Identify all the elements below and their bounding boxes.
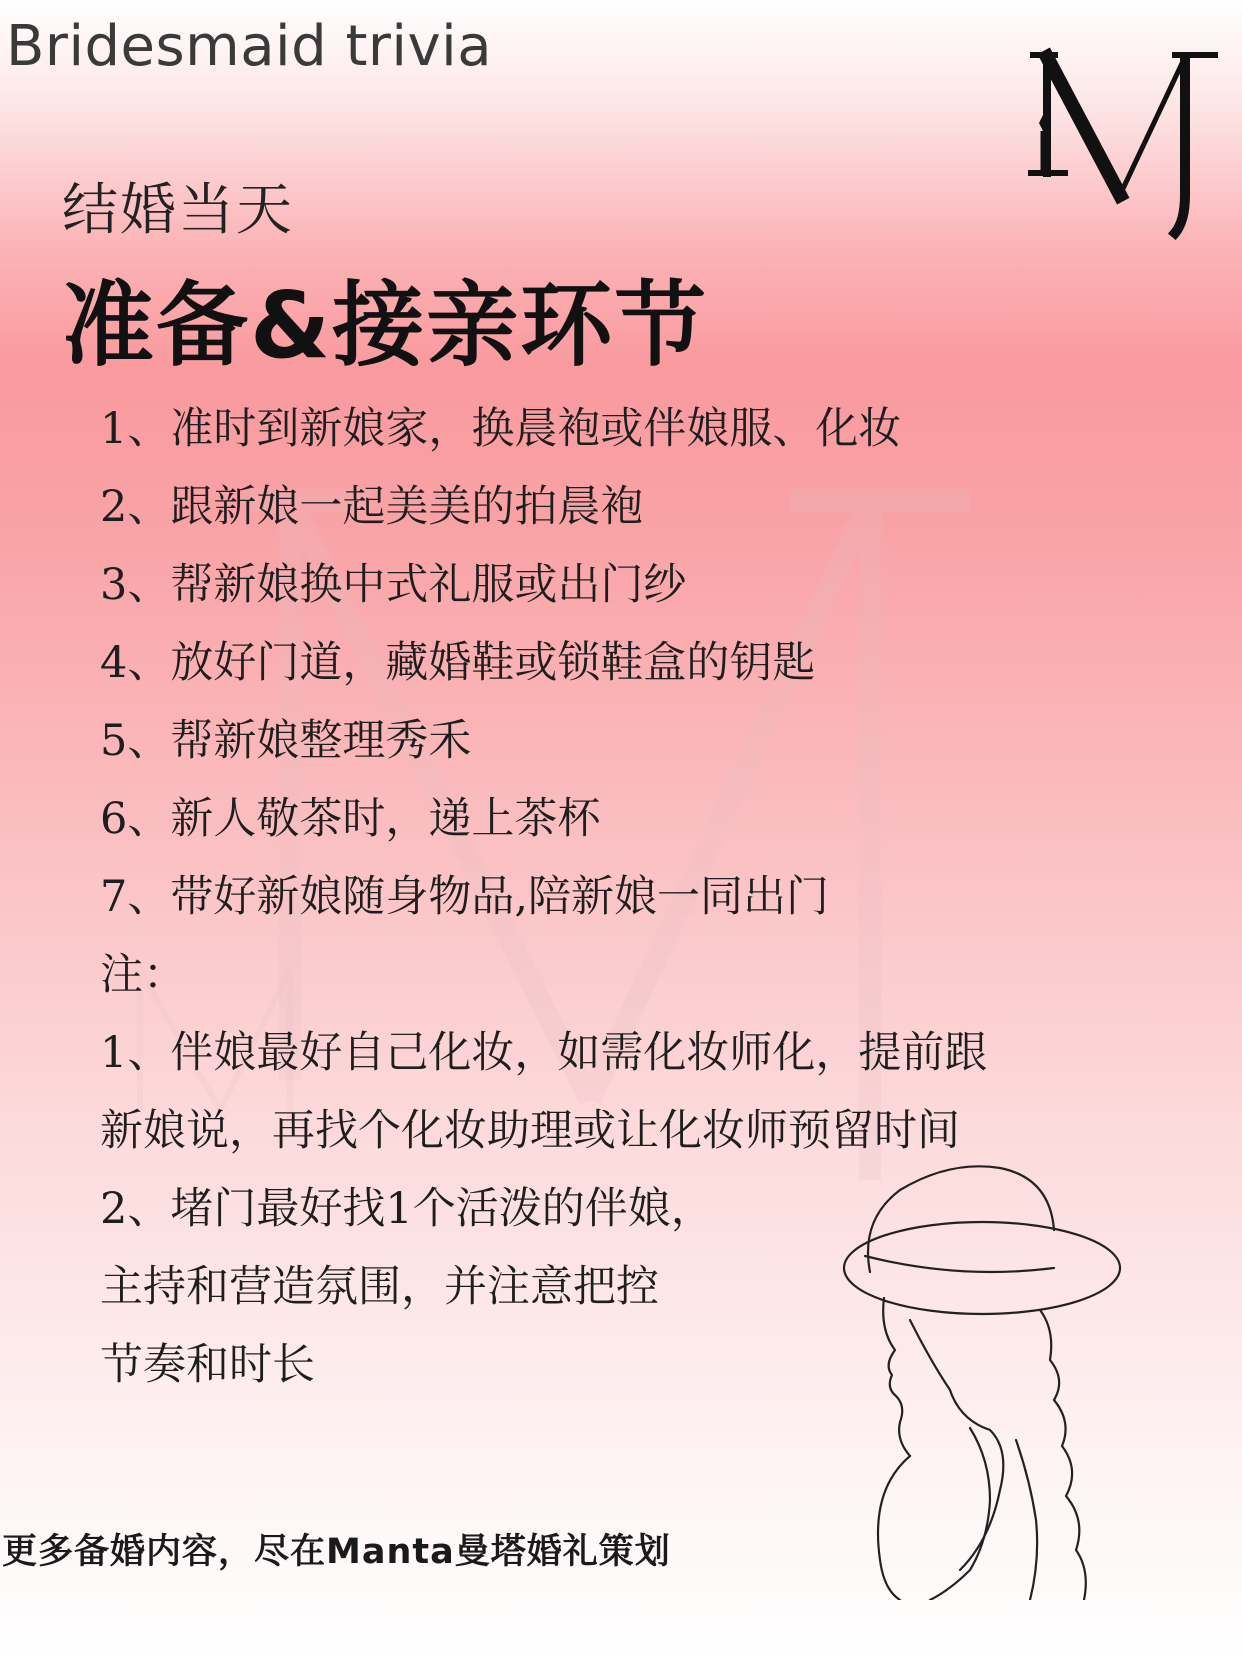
list-item: 5、帮新娘整理秀禾 [100,716,472,766]
note-item: 主持和营造氛围，并注意把控 [100,1262,659,1312]
page-header-title: Bridesmaid trivia [6,14,493,79]
list-item: 2、跟新娘一起美美的拍晨袍 [100,482,644,532]
list-item: 1、准时到新娘家，换晨袍或伴娘服、化妆 [100,404,902,454]
section-title: 准备&接亲环节 [62,272,709,379]
section-subtitle: 结婚当天 [62,178,294,243]
note-item: 2、堵门最好找1个活泼的伴娘， [100,1184,714,1234]
note-item: 新娘说，再找个化妆助理或让化妆师预留时间 [100,1106,960,1156]
woman-with-hat-illustration-icon [840,1160,1170,1600]
list-item: 3、帮新娘换中式礼服或出门纱 [100,560,687,610]
note-item: 1、伴娘最好自己化妆，如需化妆师化，提前跟 [100,1028,988,1078]
list-item: 6、新人敬茶时，递上茶杯 [100,794,601,844]
note-label: 注： [100,950,186,1000]
note-item: 节奏和时长 [100,1340,315,1390]
list-item: 4、放好门道，藏婚鞋或锁鞋盒的钥匙 [100,638,816,688]
footer-promo: 更多备婚内容，尽在Manta曼塔婚礼策划 [2,1532,671,1572]
brand-monogram-logo [1025,45,1220,240]
list-item: 7、带好新娘随身物品,陪新娘一同出门 [100,872,830,922]
